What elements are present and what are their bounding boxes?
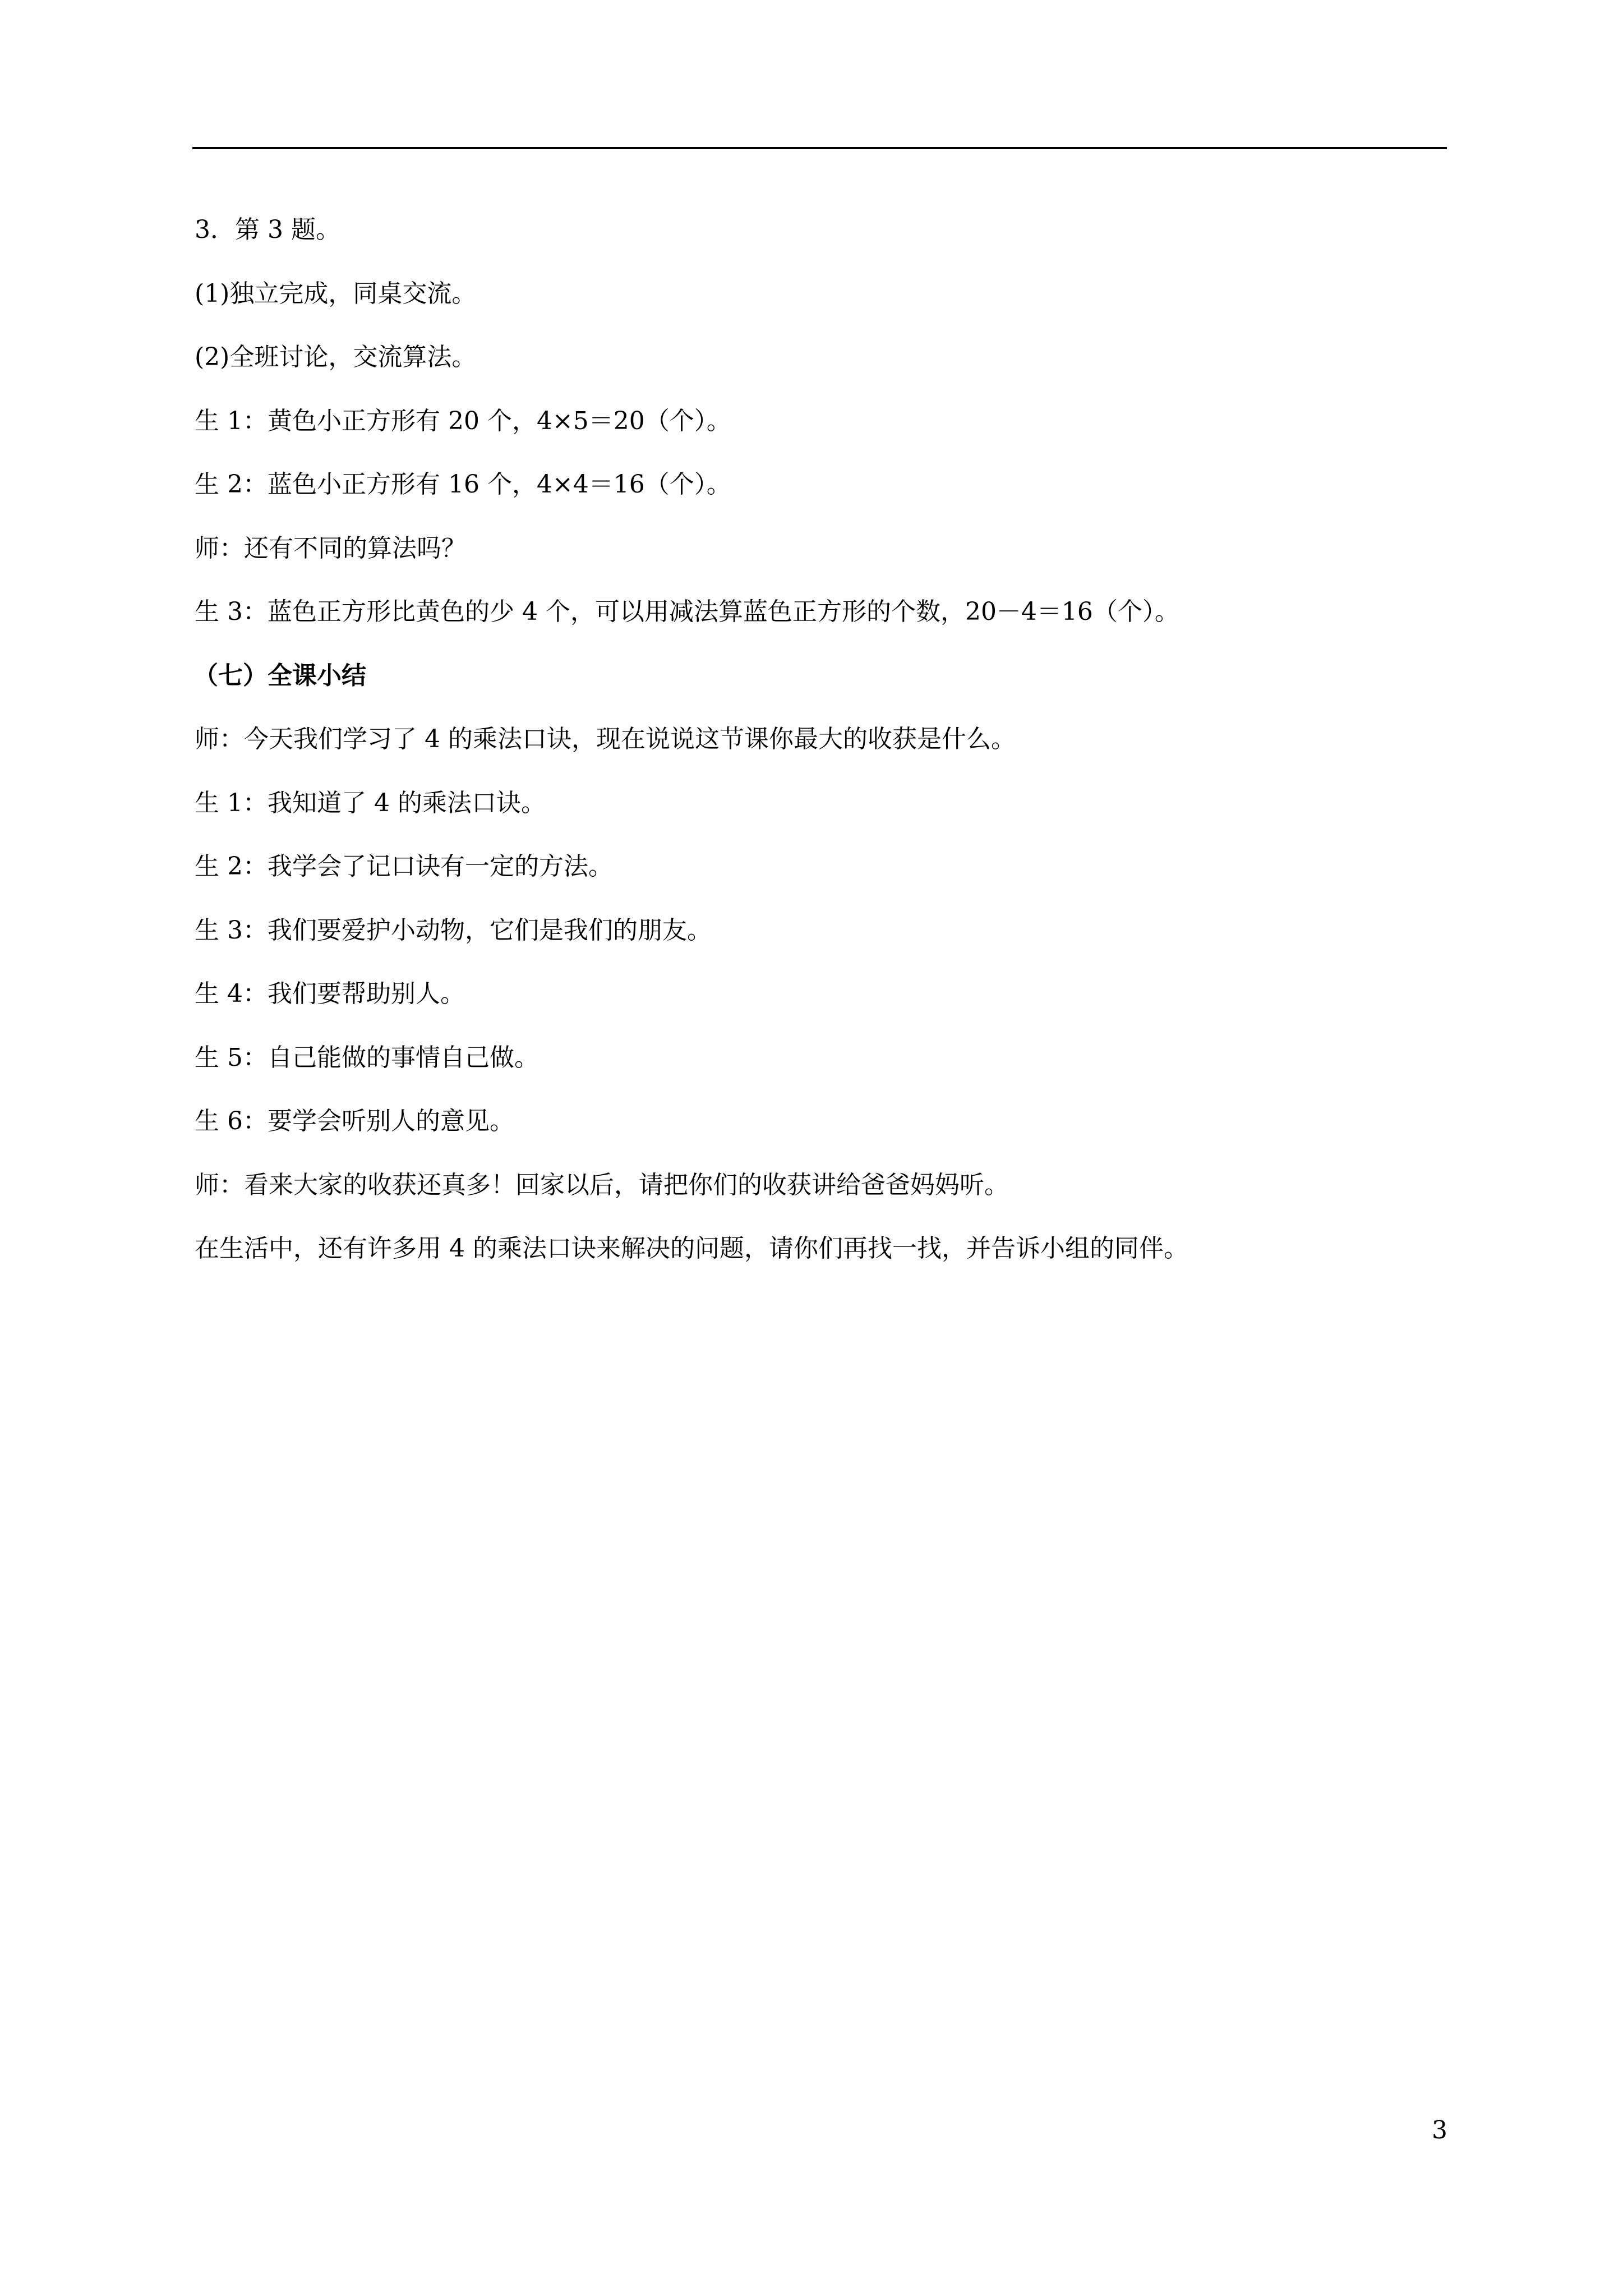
page-number: 3 [1432, 2116, 1447, 2145]
step-2-text: (2)全班讨论，交流算法。 [195, 343, 477, 371]
student-2-answer: 生 2：蓝色小正方形有 16 个，4×4＝16（个）。 [195, 470, 731, 499]
homework-instruction: 在生活中，还有许多用 4 的乘法口诀来解决的问题，请你们再找一找，并告诉小组的同伴。 [195, 1234, 1188, 1263]
student-1-answer: 生 1：黄色小正方形有 20 个，4×5＝20（个）。 [195, 406, 731, 435]
question-3-title: 3．第 3 题。 [195, 215, 340, 244]
document-body [195, 213, 1447, 1296]
student-3-reflection: 生 3：我们要爱护小动物，它们是我们的朋友。 [195, 915, 712, 945]
step-1-text: (1)独立完成，同桌交流。 [195, 279, 477, 308]
header-rule [192, 147, 1447, 149]
student-4-reflection: 生 4：我们要帮助别人。 [195, 979, 465, 1008]
student-2-reflection: 生 2：我学会了记口诀有一定的方法。 [195, 852, 613, 881]
teacher-question: 师：还有不同的算法吗？ [195, 533, 466, 563]
section-heading-summary: （七）全课小结 [193, 661, 366, 690]
student-1-reflection: 生 1：我知道了 4 的乘法口诀。 [195, 788, 546, 817]
teacher-closing: 师：看来大家的收获还真多！回家以后，请把你们的收获讲给爸爸妈妈听。 [195, 1170, 1009, 1199]
student-6-reflection: 生 6：要学会听别人的意见。 [195, 1107, 514, 1135]
student-3-answer: 生 3：蓝色正方形比黄色的少 4 个，可以用减法算蓝色正方形的个数，20－4＝16（个）。 [195, 597, 1179, 626]
student-5-reflection: 生 5：自己能做的事情自己做。 [195, 1043, 539, 1072]
teacher-summary-prompt: 师：今天我们学习了 4 的乘法口诀，现在说说这节课你最大的收获是什么。 [195, 725, 1016, 753]
